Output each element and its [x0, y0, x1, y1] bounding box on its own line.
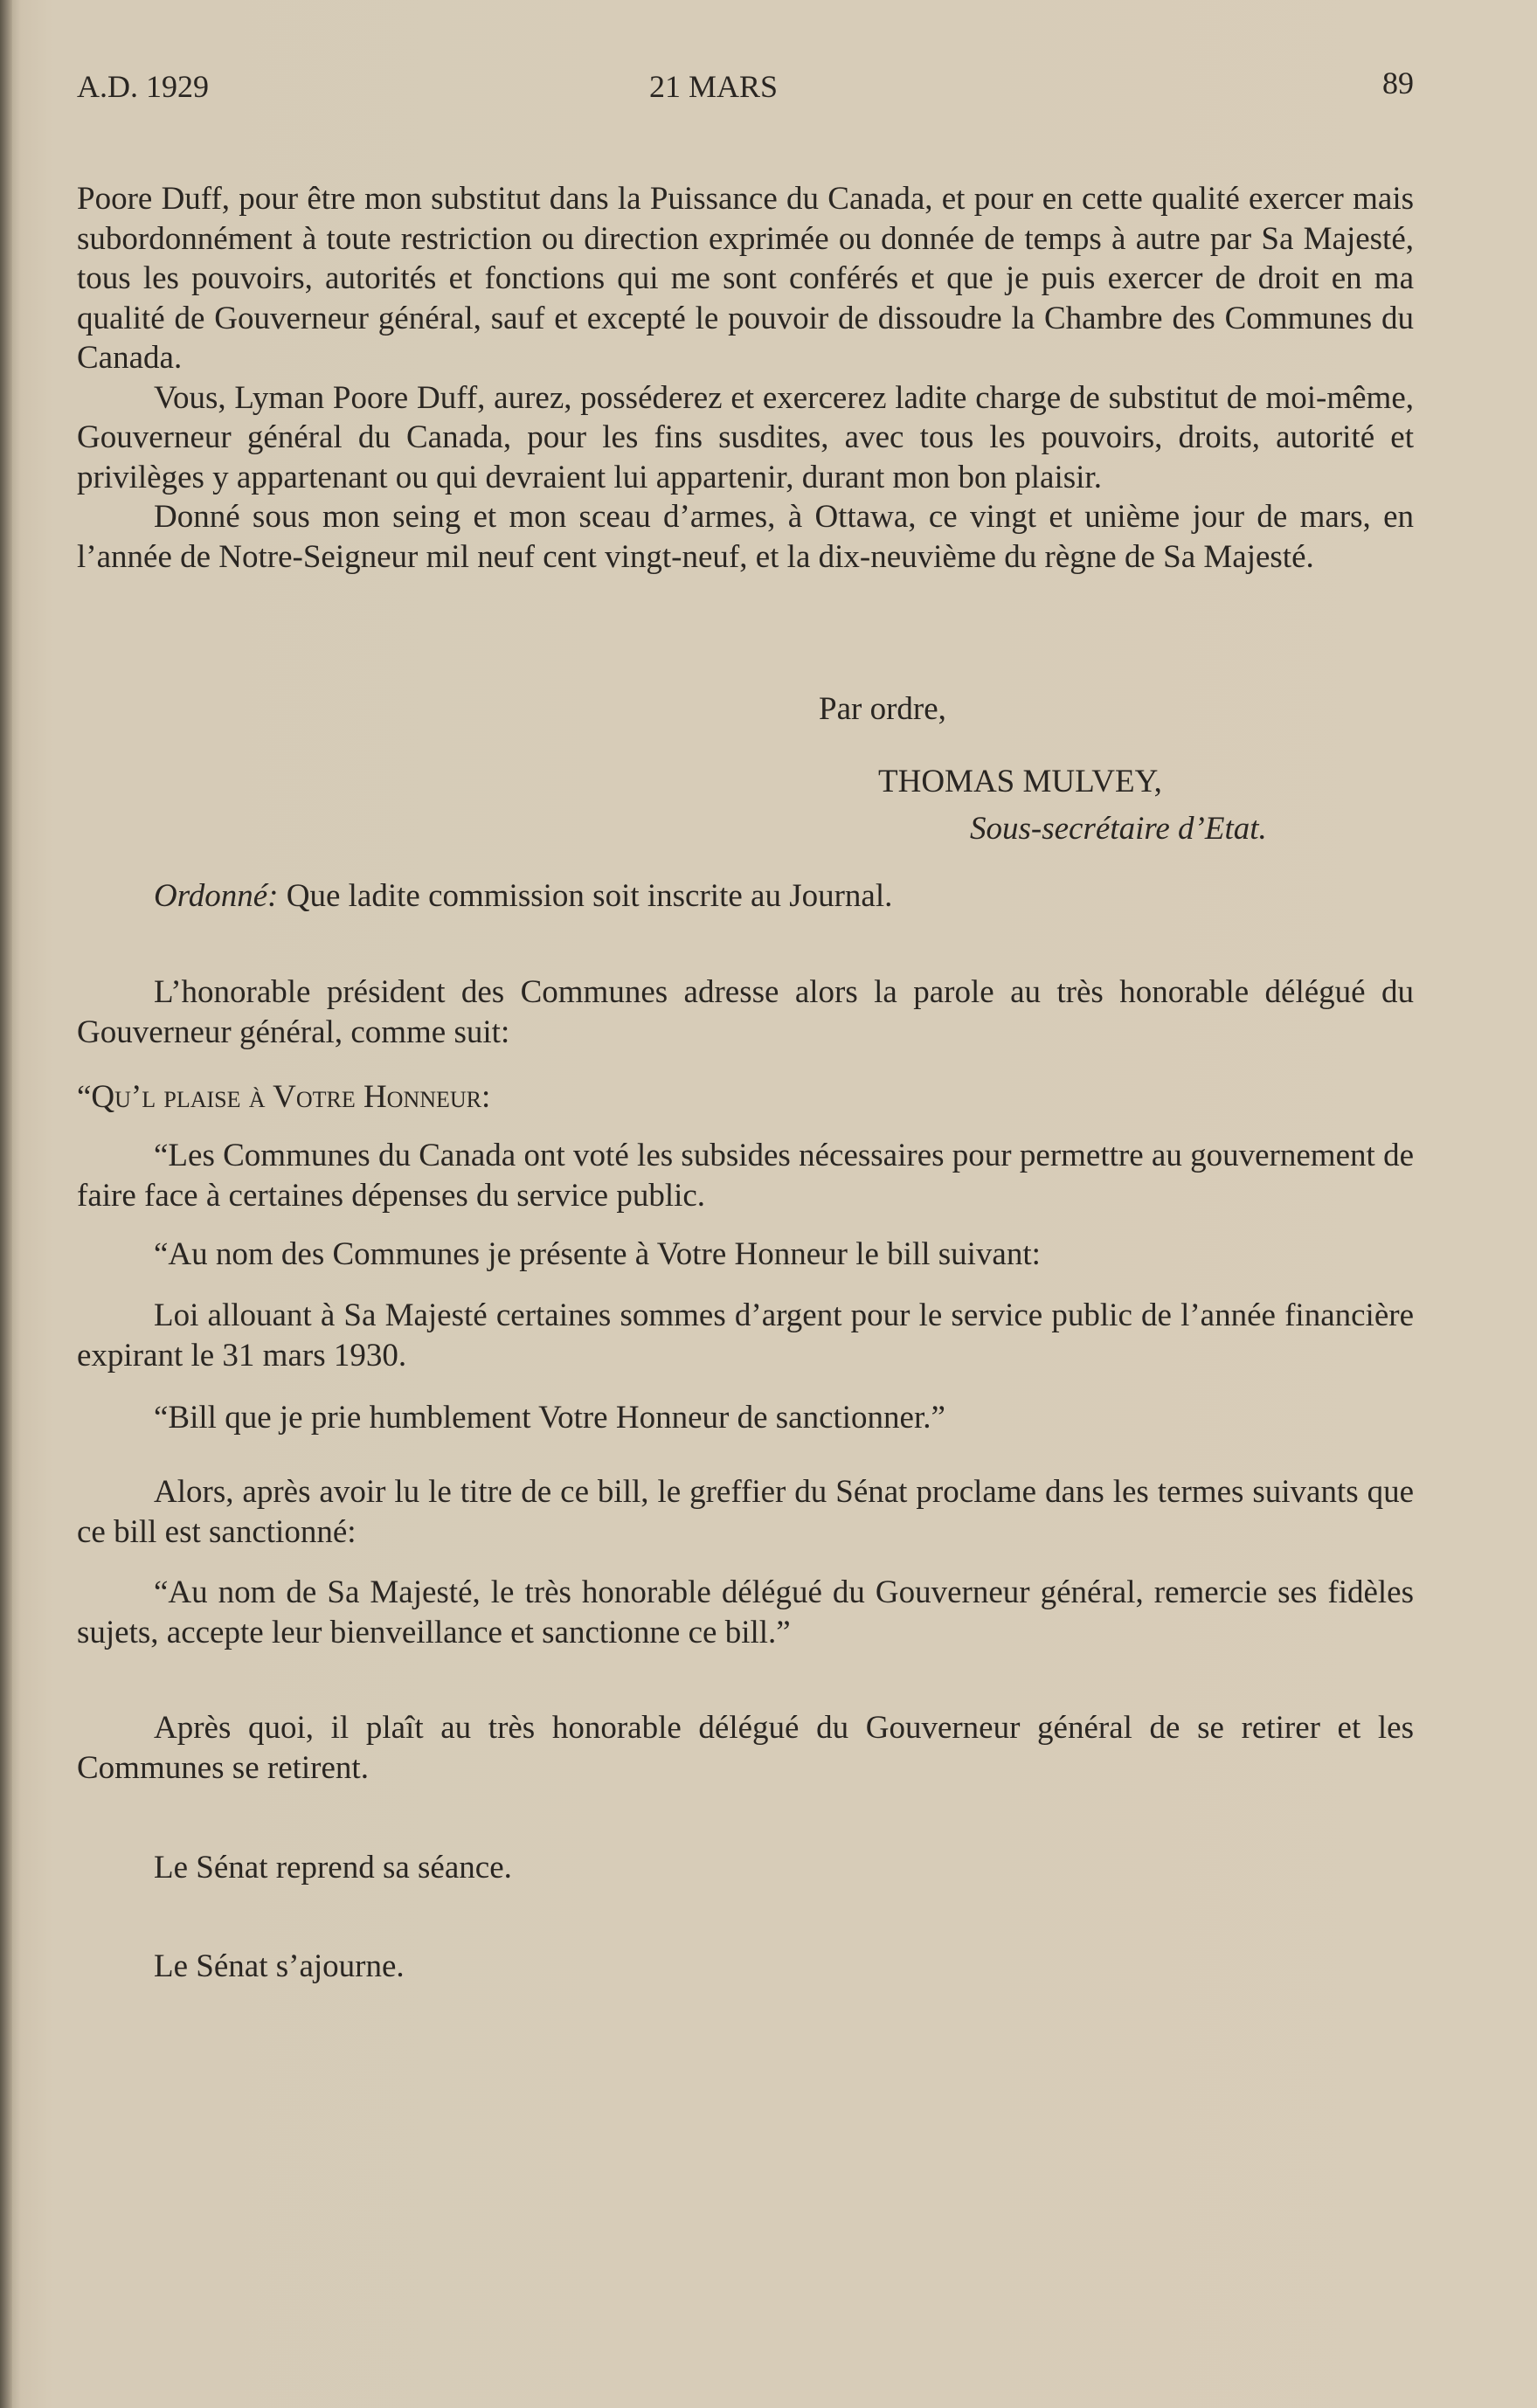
paragraph-commons-withdraw: Après quoi, il plaît au très honorable délégué du Gouverneur général de se retirer et les Communes se retirent. — [77, 1710, 1414, 1786]
paragraph-present-bill-block — [77, 1235, 1414, 1275]
commission-text-block — [77, 179, 1414, 577]
paragraph-commons-withdraw-block — [77, 1708, 1414, 1788]
signatory-title: Sous-secrétaire d’Etat. — [970, 811, 1267, 847]
paragraph-present-bill: “Au nom des Communes je présente à Votre Honneur le bill suivant: — [154, 1236, 1041, 1272]
page-number: 89 — [1382, 66, 1414, 100]
formal-address: “Qu’l plaise à Votre Honneur: — [77, 1079, 491, 1115]
book-spine-edge — [0, 0, 12, 2408]
paragraph-senate-adjourns: Le Sénat s’ajourne. — [154, 1948, 405, 1984]
header-date: 21 MARS — [649, 69, 779, 104]
header-year: A.D. 1929 — [77, 69, 209, 104]
ordonne-label: Ordonné: — [154, 878, 279, 914]
paragraph-supply-voted-block — [77, 1136, 1414, 1215]
paragraph-sanction-request: “Bill que je prie humblement Votre Honneur de sanctionner.” — [154, 1400, 945, 1436]
running-header — [77, 68, 1414, 121]
par-ordre: Par ordre, — [819, 691, 946, 727]
paragraph-clerk-proclaims: Alors, après avoir lu le titre de ce bill, le greffier du Sénat proclame dans les termes suivants que ce bill est sanctionné: — [77, 1474, 1414, 1550]
paragraph-senate-resumes: Le Sénat reprend sa séance. — [154, 1850, 512, 1886]
paragraph-royal-assent: “Au nom de Sa Majesté, le très honorable délégué du Gouverneur général, remercie ses fidèles sujets, accepte leur bienveillance et sanctionne ce bill.” — [77, 1574, 1414, 1650]
paragraph-substitute-powers: Vous, Lyman Poore Duff, aurez, posséderez et exercerez ladite charge de substitut de moi-même, Gouverneur général du Canada, pour les fins susdites, avec tous les pouvoirs, droits, autorité et privilèges y appartenant ou qui devraient lui appartenir, durant mon bon plaisir. — [77, 379, 1414, 495]
paragraph-speaker-addresses: L’honorable président des Communes adresse alors la parole au très honorable délégué du Gouverneur général, comme suit: — [77, 974, 1414, 1050]
paragraph-clerk-proclaims-block — [77, 1472, 1414, 1552]
signatory-name: THOMAS MULVEY, — [878, 764, 1162, 799]
ordonne-text: Que ladite commission soit inscrite au Journal. — [286, 878, 893, 914]
paragraph-sanction-request-block — [77, 1398, 1414, 1438]
paragraph-senate-resumes-block — [77, 1848, 1414, 1888]
paragraph-supply-voted: “Les Communes du Canada ont voté les subsides nécessaires pour permettre au gouvernement de faire face à certaines dépenses du service public. — [77, 1138, 1414, 1214]
paragraph-commission-continued: Poore Duff, pour être mon substitut dans la Puissance du Canada, et pour en cette qualité exercer mais subordonnément à toute restriction ou direction exprimée ou donnée de temps à autre par Sa Majesté, tous les pouvoirs, autorités et fonctions qui me sont conférés et que je puis exercer de droit en ma qualité de Gouverneur général, sauf et excepté le pouvoir de dissoudre la Chambre des Communes du Canada. — [77, 181, 1414, 376]
paragraph-senate-adjourns-block — [77, 1947, 1414, 1987]
ordonne-line — [77, 876, 1414, 917]
bill-title: Loi allouant à Sa Majesté certaines sommes d’argent pour le service public de l’année financière expirant le 31 mars 1930. — [77, 1297, 1414, 1374]
paragraph-given-under-seal: Donné sous mon seing et mon sceau d’armes, à Ottawa, ce vingt et unième jour de mars, en l’année de Notre-Seigneur mil neuf cent vingt-neuf, et la dix-neuvième du règne de Sa Majesté. — [77, 499, 1414, 575]
paragraph-royal-assent-block — [77, 1573, 1414, 1652]
bill-title-block — [77, 1296, 1414, 1375]
speaker-address-intro — [77, 972, 1414, 1052]
